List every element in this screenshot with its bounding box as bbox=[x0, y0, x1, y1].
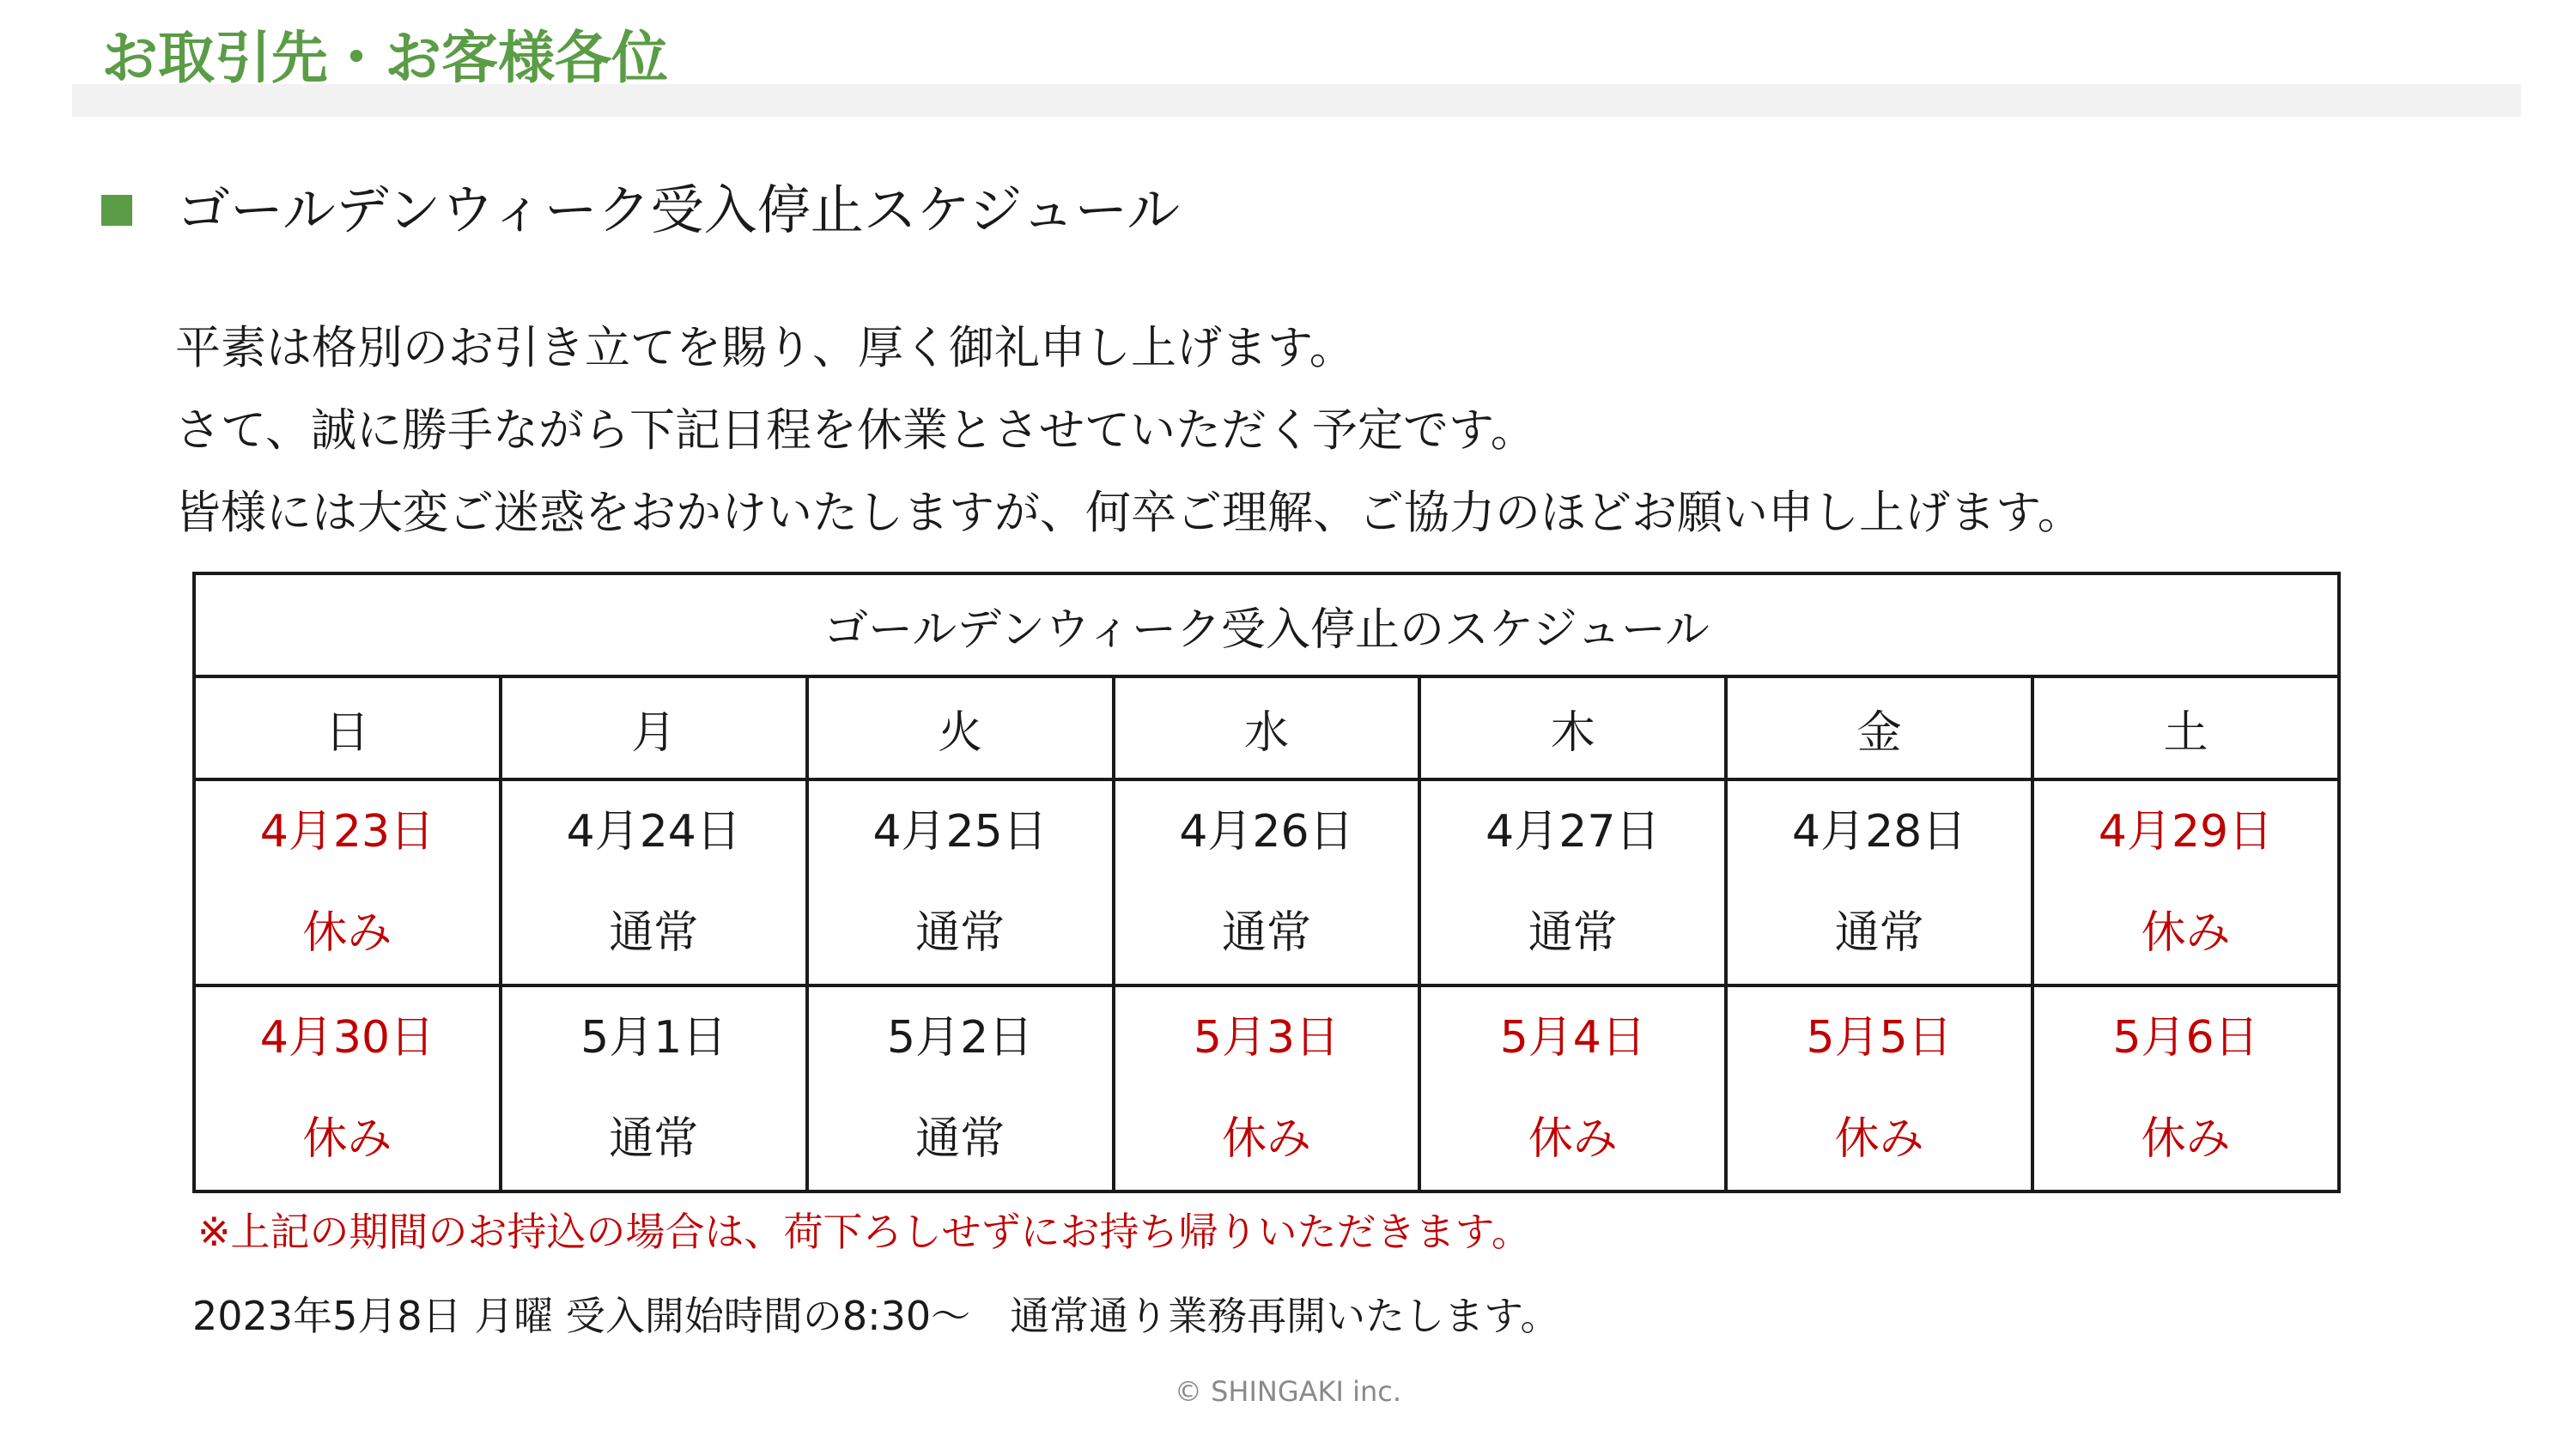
copyright: © SHINGAKI inc. bbox=[1174, 1375, 1402, 1408]
day-date: 4月23日 bbox=[259, 806, 435, 858]
weekday-header-wed: 水 bbox=[1114, 676, 1420, 779]
weekday-header-row bbox=[194, 676, 2339, 779]
day-status: 休み bbox=[2141, 1113, 2231, 1165]
day-cell bbox=[807, 779, 1114, 985]
day-date: 4月28日 bbox=[1792, 806, 1967, 858]
closure-warning-note: ※上記の期間のお持込の場合は、荷下ろしせずにお持ち帰りいただきます。 bbox=[197, 1209, 1531, 1255]
intro-paragraph bbox=[175, 307, 2083, 555]
intro-line: 皆様には大変ご迷惑をおかけいたしますが、何卒ご理解、ご協力のほどお願い申し上げます。 bbox=[175, 487, 2083, 539]
day-date: 5月6日 bbox=[2112, 1012, 2259, 1064]
weekday-header-tue: 火 bbox=[807, 676, 1114, 779]
weekday-header-sat: 土 bbox=[2032, 676, 2339, 779]
day-date: 4月26日 bbox=[1179, 806, 1354, 858]
day-cell bbox=[1114, 985, 1420, 1191]
week-row bbox=[194, 779, 2339, 985]
day-date: 4月30日 bbox=[259, 1012, 435, 1064]
day-cell bbox=[2032, 779, 2339, 985]
weekday-header-sun: 日 bbox=[194, 676, 501, 779]
schedule-table bbox=[192, 572, 2341, 1193]
day-status: 休み bbox=[302, 907, 392, 959]
day-cell bbox=[194, 779, 501, 985]
day-date: 5月4日 bbox=[1499, 1012, 1646, 1064]
reopen-note: 2023年5月8日 月曜 受入開始時間の8:30〜 通常通り業務再開いたします。 bbox=[192, 1293, 1560, 1339]
day-status: 通常 bbox=[915, 1113, 1005, 1165]
page-title: お取引先・お客様各位 bbox=[101, 25, 668, 91]
day-cell bbox=[501, 985, 807, 1191]
day-cell bbox=[501, 779, 807, 985]
day-status: 通常 bbox=[609, 907, 699, 959]
day-status: 休み bbox=[2141, 907, 2231, 959]
day-status: 休み bbox=[1221, 1113, 1311, 1165]
week-row bbox=[194, 985, 2339, 1191]
schedule-caption-row bbox=[194, 573, 2339, 676]
day-date: 5月2日 bbox=[887, 1012, 1034, 1064]
weekday-header-mon: 月 bbox=[501, 676, 807, 779]
day-date: 5月1日 bbox=[580, 1012, 727, 1064]
section-heading bbox=[101, 179, 1180, 242]
day-cell bbox=[1114, 779, 1420, 985]
day-date: 5月5日 bbox=[1806, 1012, 1953, 1064]
day-cell bbox=[807, 985, 1114, 1191]
day-status: 休み bbox=[302, 1113, 392, 1165]
intro-line: 平素は格別のお引き立てを賜り、厚く御礼申し上げます。 bbox=[175, 322, 1355, 374]
day-status: 通常 bbox=[1834, 907, 1924, 959]
day-status: 休み bbox=[1834, 1113, 1924, 1165]
day-status: 通常 bbox=[609, 1113, 699, 1165]
day-status: 休み bbox=[1528, 1113, 1618, 1165]
day-cell bbox=[1419, 779, 1726, 985]
section-heading-text: ゴールデンウィーク受入停止スケジュール bbox=[177, 179, 1181, 241]
schedule-caption: ゴールデンウィーク受入停止のスケジュール bbox=[194, 573, 2339, 676]
day-cell bbox=[1419, 985, 1726, 1191]
day-date: 4月25日 bbox=[872, 806, 1048, 858]
green-square-icon bbox=[101, 195, 132, 226]
day-date: 5月3日 bbox=[1193, 1012, 1340, 1064]
day-cell bbox=[1726, 985, 2032, 1191]
day-status: 通常 bbox=[1221, 907, 1311, 959]
weekday-header-thu: 木 bbox=[1419, 676, 1726, 779]
day-date: 4月29日 bbox=[2098, 806, 2274, 858]
day-cell bbox=[194, 985, 501, 1191]
weekday-header-fri: 金 bbox=[1726, 676, 2032, 779]
day-cell bbox=[1726, 779, 2032, 985]
day-date: 4月24日 bbox=[566, 806, 741, 858]
intro-line: さて、誠に勝手ながら下記日程を休業とさせていただく予定です。 bbox=[175, 404, 1536, 457]
day-status: 通常 bbox=[915, 907, 1005, 959]
day-status: 通常 bbox=[1528, 907, 1618, 959]
day-date: 4月27日 bbox=[1485, 806, 1661, 858]
day-cell bbox=[2032, 985, 2339, 1191]
